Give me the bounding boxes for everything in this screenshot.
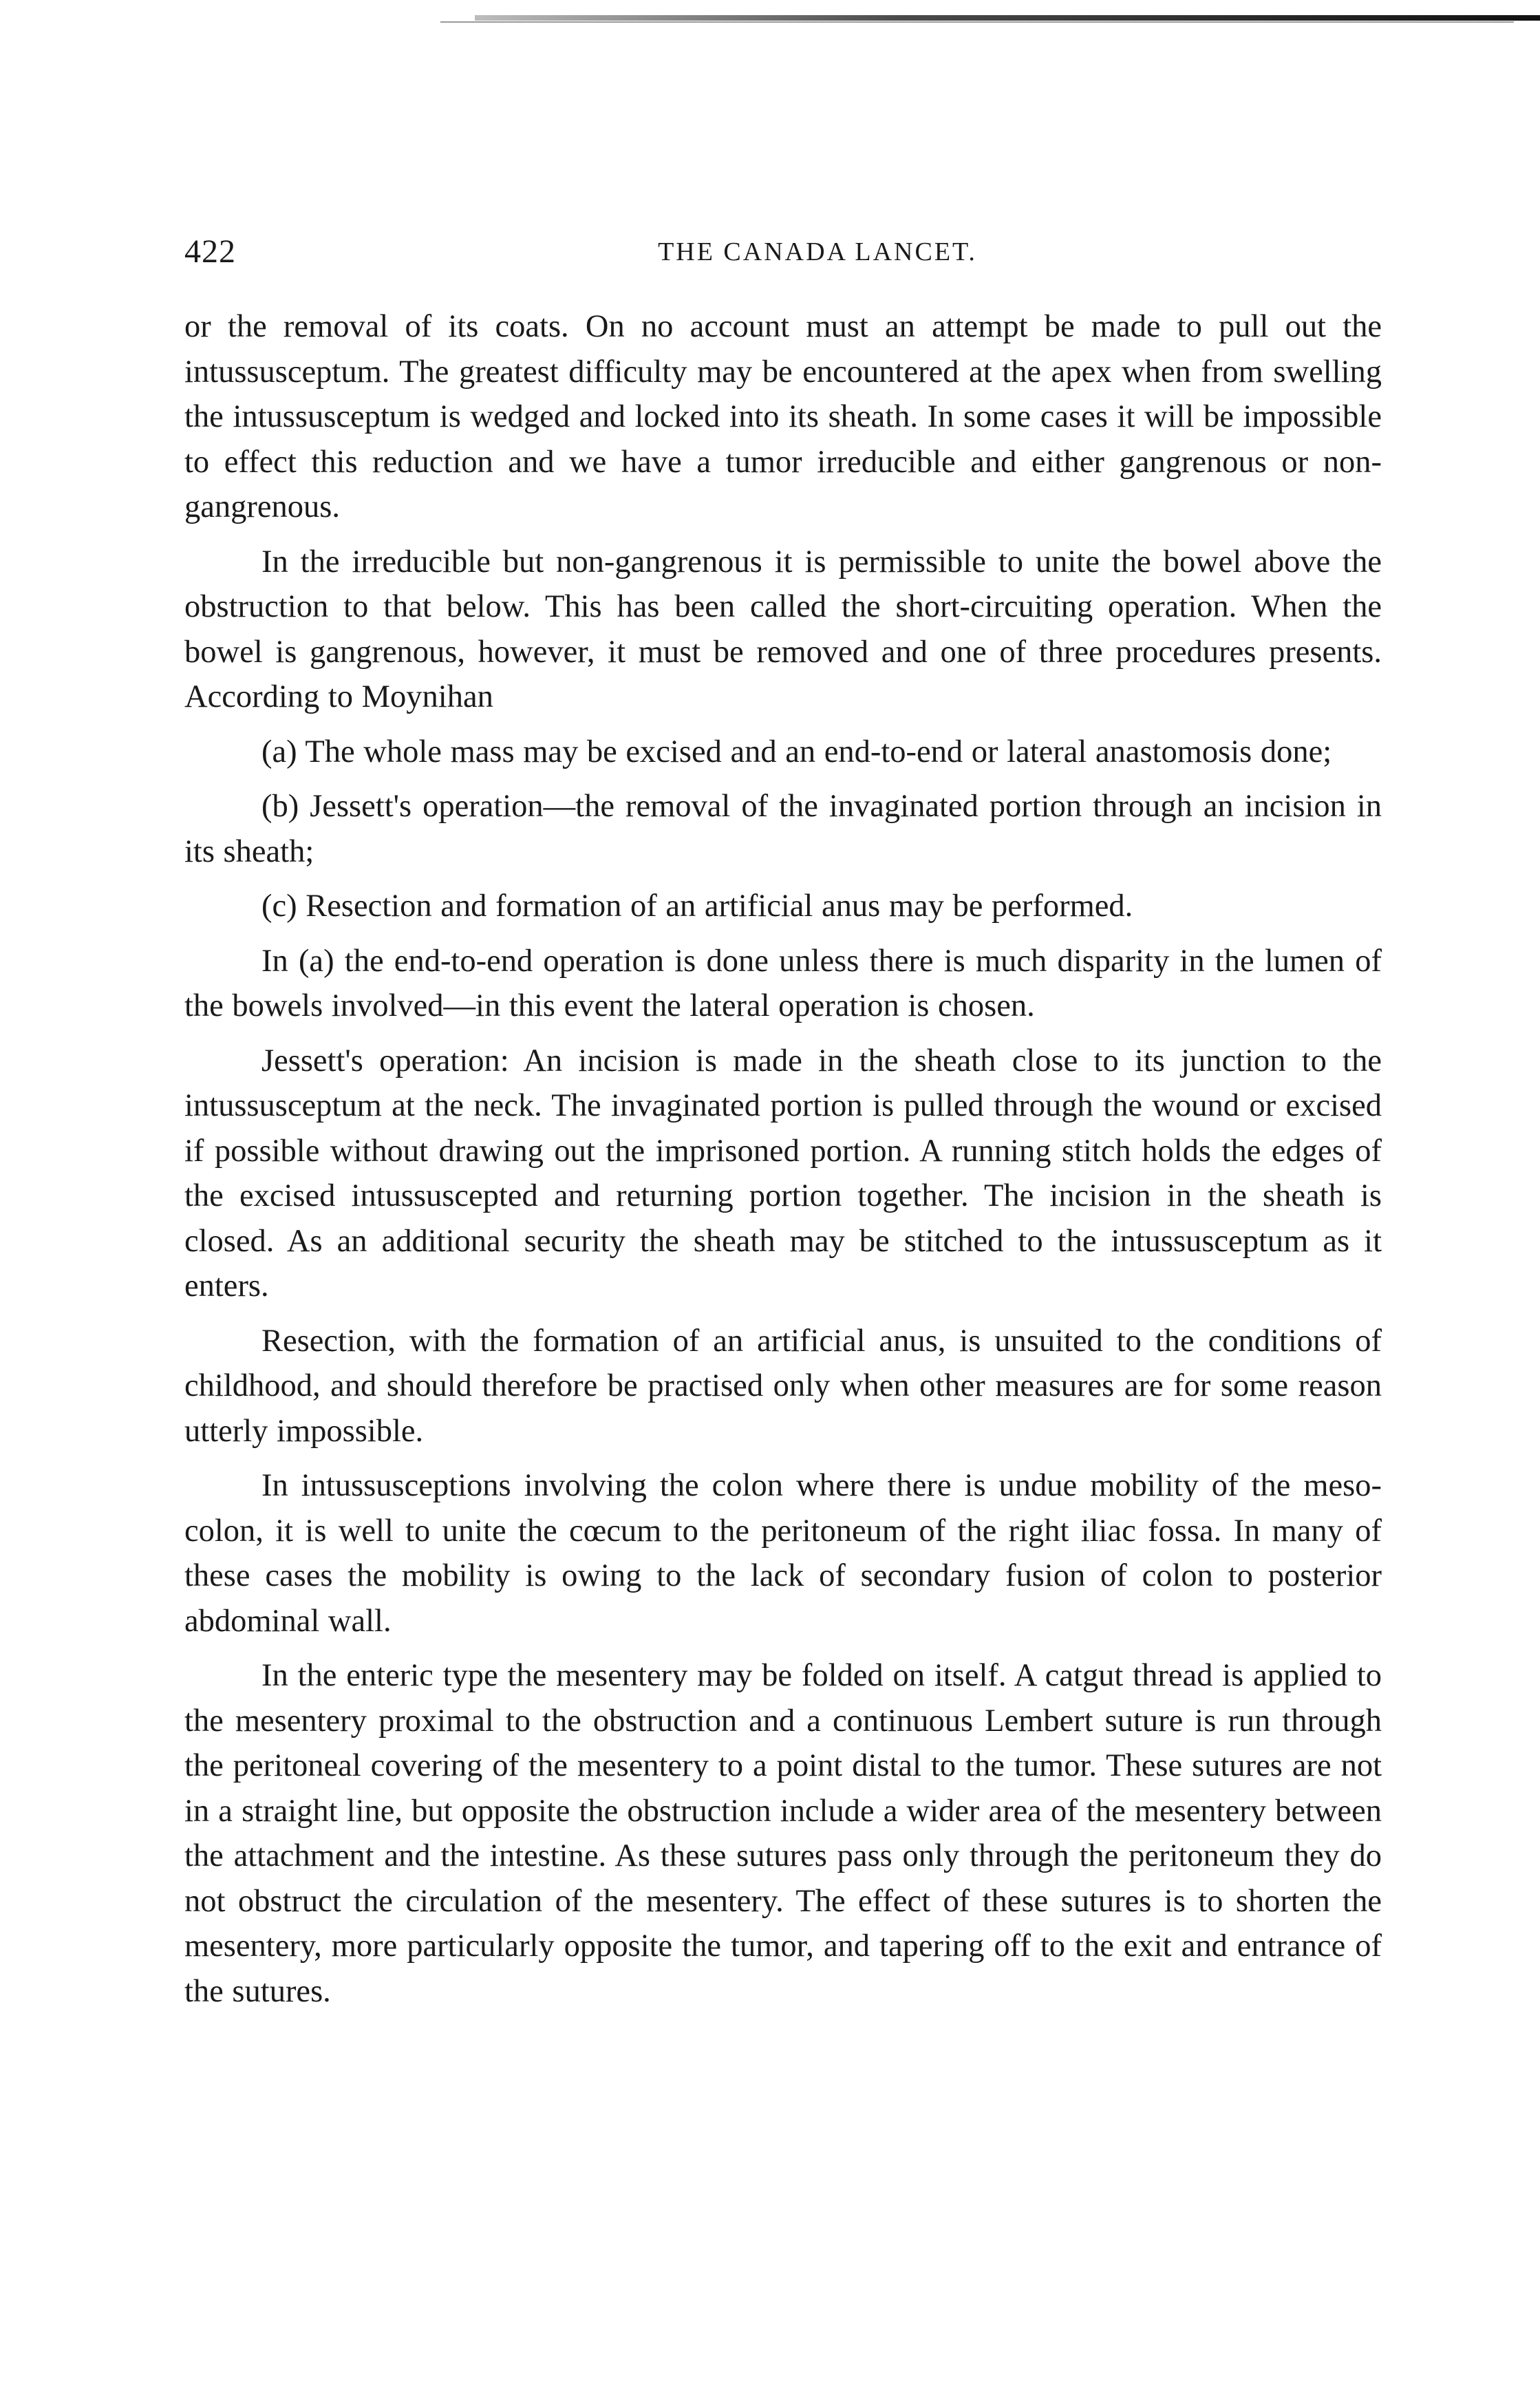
page-header	[184, 233, 1368, 288]
paragraph: In the irreducible but non-gangrenous it is permissible to unite the bowel above the obstruction to that below. This has been called the short-circuiting operation. When the bowel is gangrenous, however, it must be removed and one of three procedures presents. According to Moynihan	[184, 544, 1382, 714]
page-number: 422	[184, 233, 236, 270]
top-scan-rule-thin	[440, 21, 1514, 23]
paragraph: Resection, with the formation of an artificial anus, is unsuited to the conditions of childhood, and should therefore be practised only when other measures are for some reason utterly impossible.	[184, 1323, 1382, 1449]
paragraph: or the removal of its coats. On no account must an attempt be made to pull out the intussusceptum. The greatest difficulty may be encountered at the apex when from swelling the intussusceptum is wedged and locked into its sheath. In some cases it will be impossible to effect this reduction and we have a tumor irreducible and either gangrenous or non-gangrenous.	[184, 309, 1382, 524]
paragraph: Jessett's operation: An incision is made in the sheath close to its junction to the intussusceptum at the neck. The invaginated portion is pulled through the wound or excised if possible without drawing out the imprisoned portion. A running stitch holds the edges of the excised intussuscepted and returning portion together. The incision in the sheath is closed. As an additional security the sheath may be stitched to the intussusceptum as it enters.	[184, 1043, 1382, 1304]
body-text	[184, 304, 1382, 2014]
top-scan-rule	[475, 15, 1540, 21]
running-head: THE CANADA LANCET.	[658, 237, 977, 266]
paragraph: In (a) the end-to-end operation is done unless there is much disparity in the lumen of the bowels involved—in this event the lateral operation is chosen.	[184, 943, 1382, 1023]
list-item-b: (b) Jessett's operation—the removal of the invaginated portion through an incision in its sheath;	[184, 789, 1382, 869]
list-item-c: (c) Resection and formation of an artificial anus may be performed.	[261, 889, 1133, 924]
paragraph: In the enteric type the mesentery may be folded on itself. A catgut thread is applied to the mesentery proximal to the obstruction and a continuous Lembert suture is run through the peritoneal covering of the mesentery to a point distal to the tumor. These sutures are not in a straight line, but opposite the obstruction include a wider area of the mesentery between the attachment and the intestine. As these sutures pass only through the peritoneum they do not obstruct the circulation of the mesentery. The effect of these sutures is to shorten the mesentery, more particularly opposite the tumor, and tapering off to the exit and entrance of the sutures.	[184, 1658, 1382, 2009]
paragraph: In intussusceptions involving the colon where there is undue mobility of the meso-colon, it is well to unite the cœcum to the peritoneum of the right iliac fossa. In many of these cases the mobility is owing to the lack of secondary fusion of colon to posterior abdominal wall.	[184, 1468, 1382, 1639]
list-item-a: (a) The whole mass may be excised and an end-to-end or lateral anastomosis done;	[261, 734, 1332, 769]
